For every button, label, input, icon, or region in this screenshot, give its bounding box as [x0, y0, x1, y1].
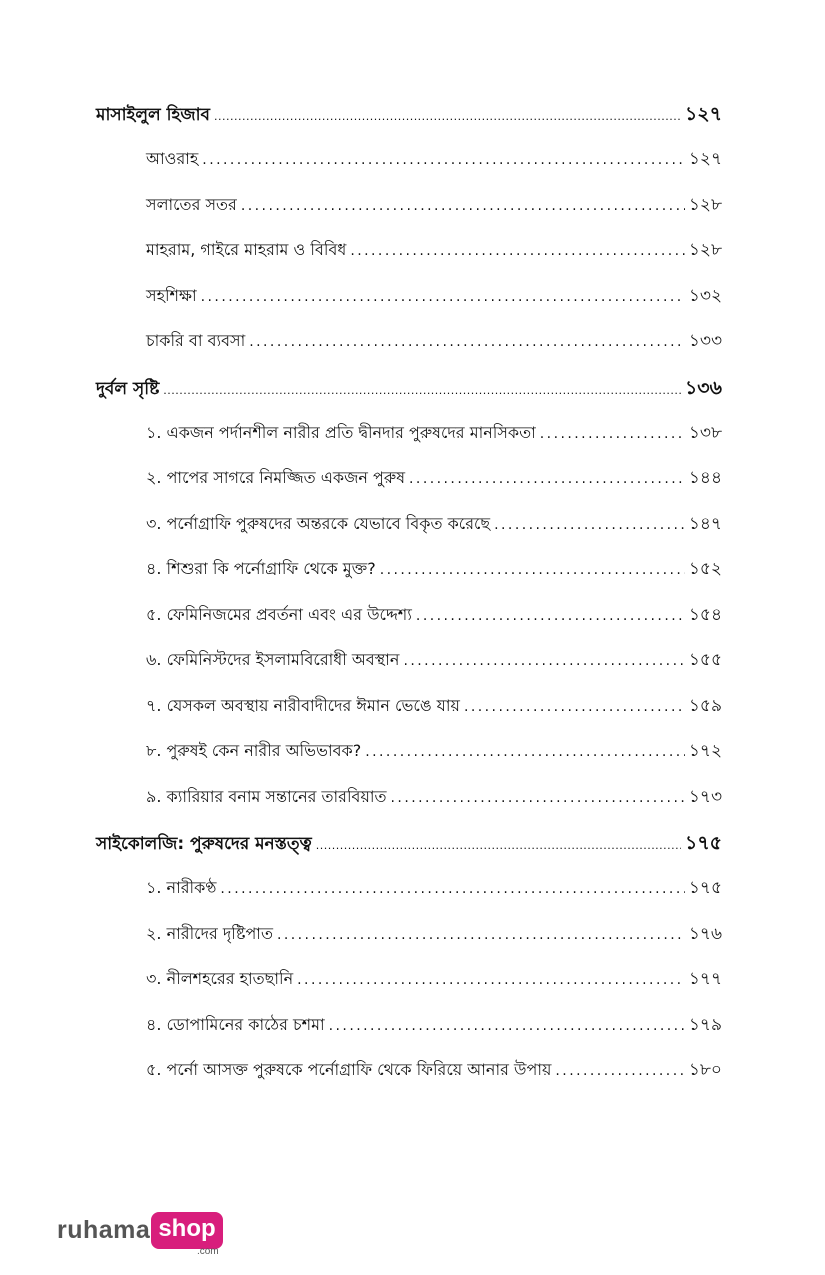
toc-entry-title: ১. নারীকণ্ঠ [146, 878, 217, 897]
dot-leader [241, 198, 685, 214]
toc-section-heading[interactable] [96, 374, 722, 420]
toc-section-heading[interactable] [96, 829, 722, 875]
toc-entry-title: ৪. শিশুরা কি পর্নোগ্রাফি থেকে মুক্ত? [146, 559, 376, 578]
toc-entry-title: ৪. ডোপামিনের কাঠের চশমা [146, 1014, 325, 1034]
dot-leader [220, 881, 684, 897]
dot-leader [297, 972, 685, 988]
toc-entry-page: ১৫৯ [688, 695, 722, 716]
toc-entry[interactable] [96, 738, 722, 784]
dot-leader [403, 653, 684, 669]
dot-leader [494, 517, 685, 533]
toc-entry-title: আওরাহ [146, 149, 199, 168]
toc-entry-page: ১৭৯ [688, 1014, 722, 1035]
toc-entry-title: সলাতের সতর [146, 194, 237, 214]
toc-entry-page: ১৭৫ [688, 878, 722, 898]
toc-entry-title: ৩. পর্নোগ্রাফি পুরুষদের অন্তরকে যেভাবে বিকৃত করেছে [146, 513, 491, 533]
toc-entry[interactable] [96, 1057, 722, 1103]
toc-entry-page: ১৭৬ [688, 923, 722, 944]
toc-entry[interactable] [96, 328, 722, 374]
dot-leader [555, 1063, 684, 1079]
toc-section-page: ১৩৬ [684, 376, 722, 399]
toc-entry[interactable] [96, 784, 722, 830]
toc-entry-title: সহশিক্ষা [146, 285, 197, 305]
toc-entry[interactable] [96, 237, 722, 283]
toc-section-heading[interactable] [96, 100, 722, 146]
toc-entry-title: ৮. পুরুষই কেন নারীর অভিভাবক? [146, 741, 362, 760]
dot-leader [391, 790, 685, 806]
dot-leader [350, 243, 685, 259]
ruhamashop-logo [57, 1212, 223, 1257]
toc-entry-page: ১৩২ [688, 285, 722, 306]
toc-entry-page: ১৫২ [688, 559, 722, 579]
toc-entry-page: ১৭৭ [688, 969, 722, 989]
dot-leader [380, 562, 685, 578]
toc-section-title: দুর্বল সৃষ্টি [96, 378, 160, 399]
toc-entry-page: ১৩৮ [688, 422, 722, 443]
toc-entry[interactable] [96, 921, 722, 967]
toc-entry-title: মাহরাম, গাইরে মাহরাম ও বিবিধ [146, 240, 347, 259]
table-of-contents [96, 90, 722, 1103]
logo-text-shop: shop [151, 1212, 222, 1249]
toc-entry-title: ২. নারীদের দৃষ্টিপাত [146, 923, 273, 943]
toc-entry-page: ১২৮ [688, 240, 722, 260]
dot-leader [214, 110, 681, 123]
toc-entry-title: ৭. যেসকল অবস্থায় নারীবাদীদের ঈমান ভেঙে যায় [146, 695, 460, 715]
toc-entry-page: ১২৮ [688, 194, 722, 215]
toc-entry-title: ১. একজন পর্দানশীল নারীর প্রতি দ্বীনদার পুরুষদের মানসিকতা [146, 422, 536, 442]
toc-entry-title: ৩. নীলশহরের হাতছানি [146, 969, 294, 988]
toc-entry[interactable] [96, 1012, 722, 1058]
toc-entry[interactable] [96, 420, 722, 466]
dot-leader [409, 471, 685, 487]
toc-entry[interactable] [96, 465, 722, 511]
toc-entry[interactable] [96, 192, 722, 238]
toc-entry-title: চাকরি বা ব্যবসা [146, 331, 246, 350]
dot-leader [540, 426, 685, 442]
toc-entry-page: ১৫৫ [688, 650, 722, 670]
toc-entry[interactable] [96, 875, 722, 921]
dot-leader [277, 927, 685, 943]
toc-entry[interactable] [96, 556, 722, 602]
toc-entry-page: ১৭৩ [688, 786, 722, 807]
dot-leader [249, 334, 685, 350]
toc-entry[interactable] [96, 693, 722, 739]
toc-entry-title: ৯. ক্যারিয়ার বনাম সন্তানের তারবিয়াত [146, 786, 387, 806]
logo-text-ruhama: ruhama [57, 1216, 151, 1244]
toc-entry-page: ১৪৭ [688, 513, 722, 534]
toc-entry[interactable] [96, 511, 722, 557]
toc-section-title: সাইকোলজি: পুরুষদের মনস্তত্ত্ব [96, 834, 312, 854]
toc-entry-page: ১৪৪ [688, 468, 722, 488]
logo-text-com: .com [196, 1246, 219, 1257]
dot-leader [329, 1018, 685, 1034]
dot-leader [201, 289, 685, 305]
toc-entry-page: ১৭২ [688, 741, 722, 761]
toc-entry[interactable] [96, 602, 722, 648]
toc-entry-page: ১২৭ [688, 149, 722, 169]
dot-leader [416, 608, 685, 624]
dot-leader [163, 384, 681, 397]
toc-section-page: ১৭৫ [684, 832, 722, 854]
toc-entry[interactable] [96, 146, 722, 192]
dot-leader [202, 152, 685, 168]
toc-entry-title: ৫. পর্নো আসক্ত পুরুষকে পর্নোগ্রাফি থেকে ফিরিয়ে আনার উপায় [146, 1060, 552, 1079]
toc-entry-page: ১৫৪ [688, 604, 722, 625]
toc-entry-title: ৫. ফেমিনিজমের প্রবর্তনা এবং এর উদ্দেশ্য [146, 604, 412, 624]
toc-entry[interactable] [96, 647, 722, 693]
dot-leader [316, 839, 681, 852]
dot-leader [464, 699, 685, 715]
toc-entry[interactable] [96, 966, 722, 1012]
dot-leader [365, 744, 685, 760]
toc-entry[interactable] [96, 283, 722, 329]
toc-entry-title: ২. পাপের সাগরে নিমজ্জিত একজন পুরুষ [146, 468, 406, 487]
toc-entry-page: ১৩৩ [688, 331, 722, 351]
toc-entry-title: ৬. ফেমিনিস্টদের ইসলামবিরোধী অবস্থান [146, 650, 400, 669]
toc-section-title: মাসাইলুল হিজাব [96, 105, 211, 125]
toc-entry-page: ১৮০ [688, 1060, 722, 1080]
toc-section-page: ১২৭ [684, 103, 722, 125]
